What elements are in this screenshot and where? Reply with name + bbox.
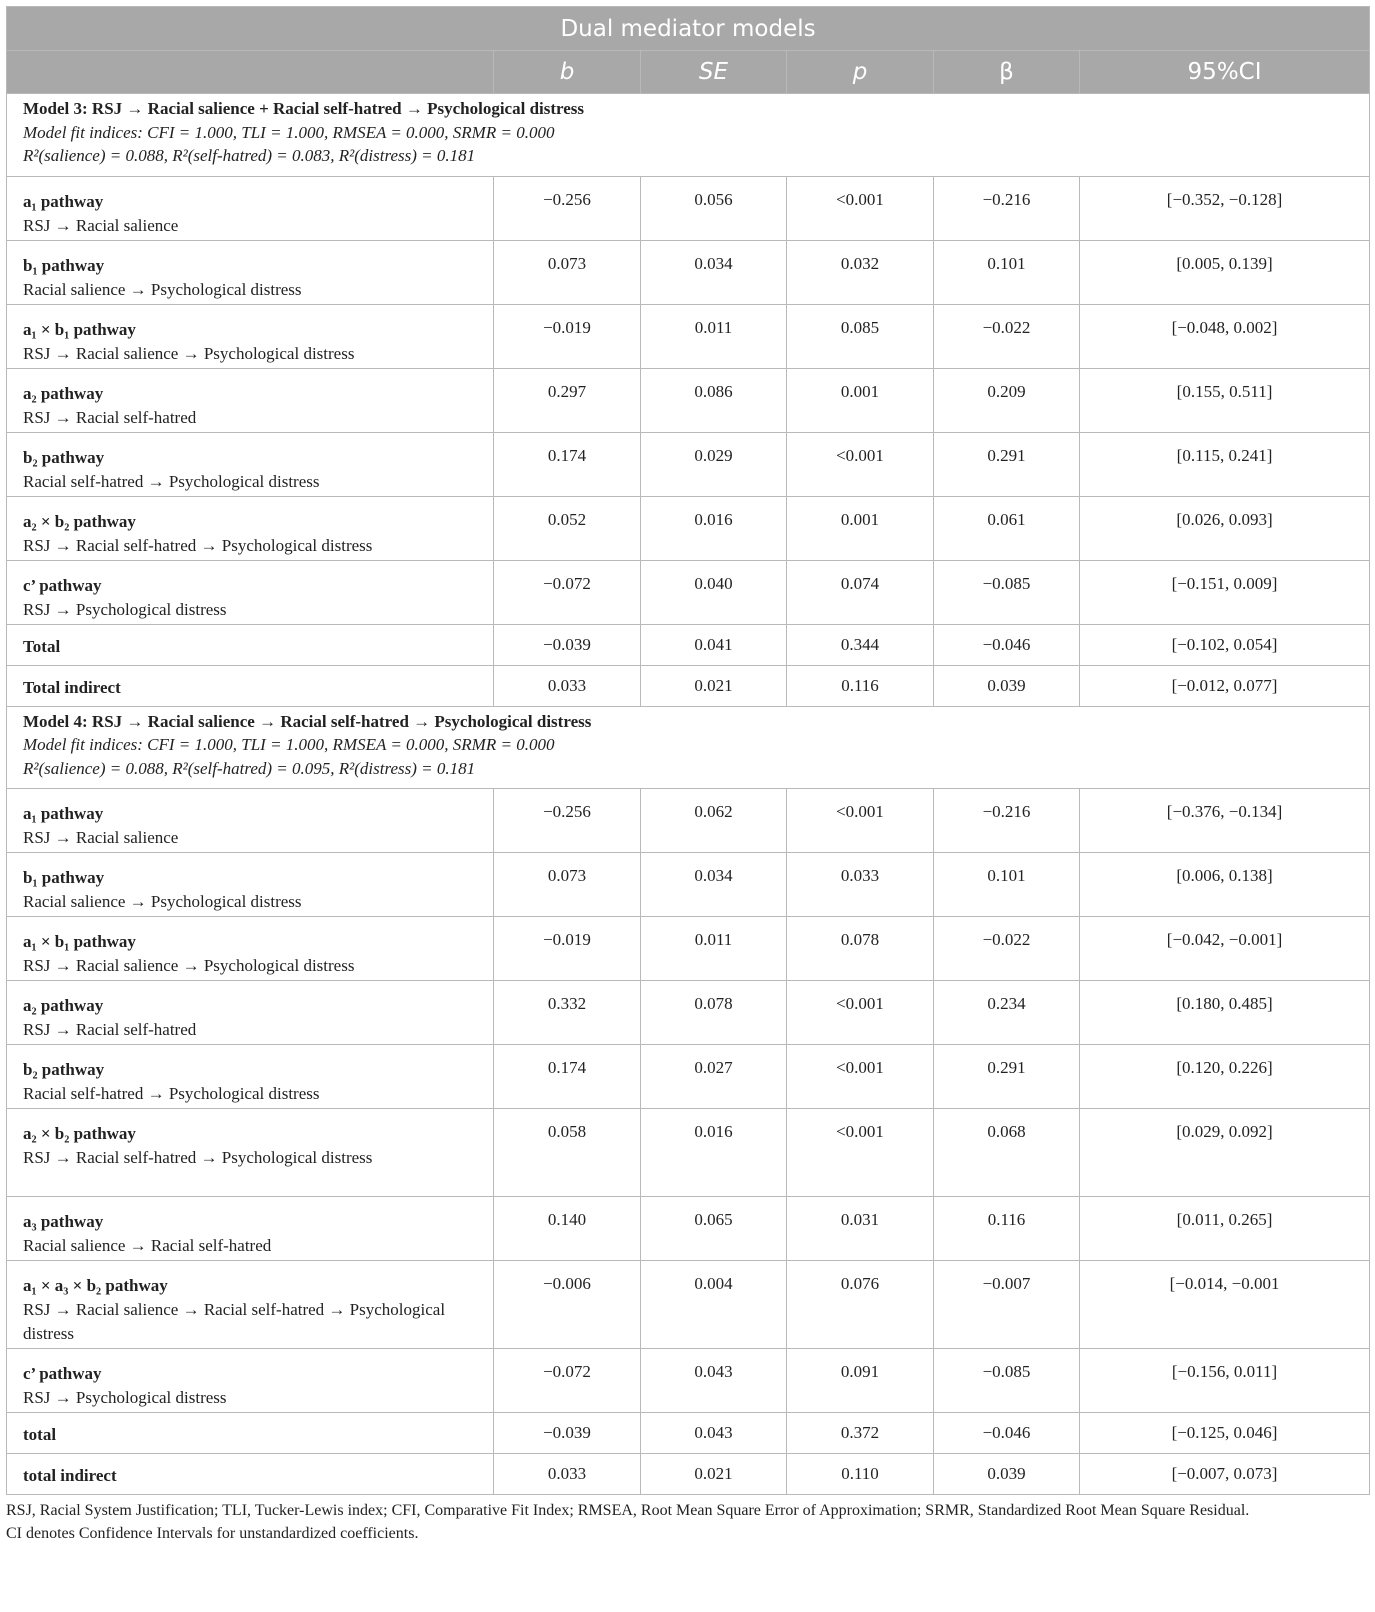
value-se: 0.021	[641, 665, 787, 706]
row-label-cell	[7, 981, 494, 1045]
value-ci: [−0.102, 0.054]	[1080, 624, 1370, 665]
value-p: 0.116	[787, 665, 934, 706]
row-label-cell	[7, 917, 494, 981]
pathway-label: total indirect	[23, 1466, 117, 1485]
value-se: 0.056	[641, 176, 787, 240]
value-b: −0.019	[494, 917, 641, 981]
row-label-cell	[7, 1261, 494, 1349]
value-beta: 0.061	[934, 496, 1080, 560]
value-ci: [−0.156, 0.011]	[1080, 1349, 1370, 1413]
row-label-cell	[7, 1454, 494, 1495]
value-se: 0.011	[641, 917, 787, 981]
value-se: 0.004	[641, 1261, 787, 1349]
pathway-description: RSJ → Racial salience	[23, 828, 179, 847]
value-beta: 0.039	[934, 1454, 1080, 1495]
pathway-description: RSJ → Racial self-hatred → Psychological distress	[23, 535, 373, 555]
value-b: 0.033	[494, 665, 641, 706]
pathway-label: a₂ pathway	[23, 383, 104, 403]
row-label-cell	[7, 368, 494, 432]
table-row	[7, 789, 1370, 853]
value-beta: 0.101	[934, 853, 1080, 917]
pathway-label: a₃ pathway	[23, 1212, 104, 1231]
table-row	[7, 496, 1370, 560]
model-r-squared: R²(salience) = 0.088, R²(self-hatred) = 0.095, R²(distress) = 0.181	[23, 758, 476, 778]
model-r-squared: R²(salience) = 0.088, R²(self-hatred) = 0.083, R²(distress) = 0.181	[23, 146, 476, 165]
value-beta: −0.022	[934, 917, 1080, 981]
value-p: <0.001	[787, 1045, 934, 1109]
row-label-cell	[7, 665, 494, 706]
value-se: 0.043	[641, 1413, 787, 1454]
table-title: Dual mediator models	[7, 7, 1370, 51]
table-row	[7, 981, 1370, 1045]
value-beta: 0.291	[934, 432, 1080, 496]
table-row	[7, 853, 1370, 917]
pathway-description: RSJ → Racial salience → Psychological distress	[23, 956, 355, 975]
row-label-cell	[7, 1109, 494, 1197]
row-label-cell	[7, 240, 494, 304]
value-beta: 0.039	[934, 665, 1080, 706]
value-ci: [−0.376, −0.134]	[1080, 789, 1370, 853]
pathway-label: a₂ × b₂ pathway	[23, 1124, 136, 1143]
table-container	[6, 6, 1369, 1545]
value-ci: [−0.048, 0.002]	[1080, 304, 1370, 368]
value-se: 0.016	[641, 1109, 787, 1197]
value-se: 0.034	[641, 853, 787, 917]
value-beta: −0.046	[934, 624, 1080, 665]
table-footnotes	[6, 1499, 1369, 1545]
value-p: 0.085	[787, 304, 934, 368]
model-header-cell	[7, 94, 1370, 177]
value-se: 0.041	[641, 624, 787, 665]
value-ci: [−0.014, −0.001	[1080, 1261, 1370, 1349]
pathway-label: a₁ × b₁ pathway	[23, 932, 136, 951]
value-p: 0.076	[787, 1261, 934, 1349]
model-fit-indices: Model fit indices: CFI = 1.000, TLI = 1.000, RMSEA = 0.000, SRMR = 0.000	[23, 735, 555, 754]
row-label-cell	[7, 789, 494, 853]
row-label-cell	[7, 1197, 494, 1261]
value-ci: [0.026, 0.093]	[1080, 496, 1370, 560]
value-p: 0.001	[787, 368, 934, 432]
value-b: 0.297	[494, 368, 641, 432]
value-ci: [−0.012, 0.077]	[1080, 665, 1370, 706]
value-beta: −0.085	[934, 1349, 1080, 1413]
value-beta: 0.234	[934, 981, 1080, 1045]
pathway-description: Racial salience → Psychological distress	[23, 279, 302, 299]
table-row	[7, 665, 1370, 706]
table-row	[7, 624, 1370, 665]
table-row	[7, 560, 1370, 624]
value-p: 0.031	[787, 1197, 934, 1261]
value-p: 0.032	[787, 240, 934, 304]
value-ci: [0.180, 0.485]	[1080, 981, 1370, 1045]
pathway-label: a₂ × b₂ pathway	[23, 511, 136, 531]
value-p: 0.001	[787, 496, 934, 560]
pathway-description: Racial self-hatred → Psychological distress	[23, 471, 320, 491]
value-se: 0.078	[641, 981, 787, 1045]
value-se: 0.027	[641, 1045, 787, 1109]
pathway-label: b₁ pathway	[23, 255, 105, 275]
pathway-description: Racial self-hatred → Psychological distress	[23, 1084, 320, 1103]
results-table	[6, 6, 1370, 1495]
model-header-cell	[7, 706, 1370, 789]
pathway-label: c’ pathway	[23, 1364, 102, 1383]
pathway-description: Racial salience → Racial self-hatred	[23, 1236, 272, 1255]
value-b: −0.019	[494, 304, 641, 368]
pathway-label: a₁ × a₃ × b₂ pathway	[23, 1276, 168, 1295]
column-header-beta: β	[934, 51, 1080, 94]
value-se: 0.034	[641, 240, 787, 304]
row-label-cell	[7, 304, 494, 368]
value-p: <0.001	[787, 981, 934, 1045]
pathway-description: RSJ → Racial salience	[23, 215, 179, 235]
value-beta: 0.101	[934, 240, 1080, 304]
value-b: −0.072	[494, 1349, 641, 1413]
pathway-description: RSJ → Psychological distress	[23, 1388, 227, 1407]
value-b: 0.058	[494, 1109, 641, 1197]
value-beta: −0.085	[934, 560, 1080, 624]
table-title-row	[7, 7, 1370, 51]
value-se: 0.043	[641, 1349, 787, 1413]
row-label-cell	[7, 853, 494, 917]
pathway-description: RSJ → Psychological distress	[23, 599, 227, 619]
table-row	[7, 1261, 1370, 1349]
value-beta: 0.068	[934, 1109, 1080, 1197]
value-ci: [−0.125, 0.046]	[1080, 1413, 1370, 1454]
pathway-label: b₂ pathway	[23, 1060, 105, 1079]
pathway-label: b₁ pathway	[23, 868, 105, 887]
value-b: 0.140	[494, 1197, 641, 1261]
value-ci: [0.011, 0.265]	[1080, 1197, 1370, 1261]
row-label-cell	[7, 432, 494, 496]
value-b: 0.052	[494, 496, 641, 560]
footnote-ci: CI denotes Confidence Intervals for unstandardized coefficients.	[6, 1525, 419, 1542]
pathway-label: total	[23, 1425, 57, 1444]
value-p: 0.091	[787, 1349, 934, 1413]
row-label-cell	[7, 1349, 494, 1413]
table-row	[7, 1349, 1370, 1413]
value-se: 0.062	[641, 789, 787, 853]
value-b: −0.256	[494, 176, 641, 240]
value-b: −0.256	[494, 789, 641, 853]
value-b: 0.073	[494, 240, 641, 304]
pathway-description: RSJ → Racial self-hatred	[23, 1020, 197, 1039]
pathway-label: a₁ pathway	[23, 804, 104, 823]
value-beta: 0.116	[934, 1197, 1080, 1261]
value-ci: [−0.352, −0.128]	[1080, 176, 1370, 240]
value-ci: [0.006, 0.138]	[1080, 853, 1370, 917]
value-se: 0.029	[641, 432, 787, 496]
model-title: Model 3: RSJ → Racial salience + Racial self-hatred → Psychological distress	[23, 99, 585, 118]
row-label-cell	[7, 560, 494, 624]
value-beta: −0.007	[934, 1261, 1080, 1349]
pathway-label: b₂ pathway	[23, 447, 105, 467]
column-header-ci: 95%CI	[1080, 51, 1370, 94]
pathway-label: a₁ pathway	[23, 191, 104, 211]
value-b: −0.072	[494, 560, 641, 624]
value-se: 0.086	[641, 368, 787, 432]
value-p: 0.372	[787, 1413, 934, 1454]
row-label-cell	[7, 1045, 494, 1109]
pathway-label: c’ pathway	[23, 575, 102, 595]
value-beta: 0.209	[934, 368, 1080, 432]
row-label-cell	[7, 1413, 494, 1454]
footnote-abbreviations: RSJ, Racial System Justification; TLI, Tucker-Lewis index; CFI, Comparative Fit Index; RMSEA, Root Mean Square Error of Approximation; SRMR, Standardized Root Mean Square Residual.	[6, 1502, 1250, 1519]
value-ci: [−0.007, 0.073]	[1080, 1454, 1370, 1495]
pathway-description: RSJ → Racial self-hatred → Psychological distress	[23, 1148, 373, 1167]
value-beta: −0.216	[934, 176, 1080, 240]
value-beta: 0.291	[934, 1045, 1080, 1109]
value-beta: −0.046	[934, 1413, 1080, 1454]
table-row	[7, 432, 1370, 496]
value-ci: [0.120, 0.226]	[1080, 1045, 1370, 1109]
value-p: <0.001	[787, 432, 934, 496]
value-se: 0.065	[641, 1197, 787, 1261]
row-label-cell	[7, 624, 494, 665]
value-ci: [−0.151, 0.009]	[1080, 560, 1370, 624]
pathway-label: a₂ pathway	[23, 996, 104, 1015]
column-header-p: p	[787, 51, 934, 94]
value-p: 0.344	[787, 624, 934, 665]
table-row	[7, 1197, 1370, 1261]
value-b: 0.073	[494, 853, 641, 917]
model-header-row	[7, 94, 1370, 177]
table-row	[7, 917, 1370, 981]
value-se: 0.040	[641, 560, 787, 624]
pathway-description: Racial salience → Psychological distress	[23, 892, 302, 911]
value-p: <0.001	[787, 176, 934, 240]
value-beta: −0.022	[934, 304, 1080, 368]
table-row	[7, 304, 1370, 368]
value-b: 0.033	[494, 1454, 641, 1495]
column-header-label	[7, 51, 494, 94]
value-ci: [−0.042, −0.001]	[1080, 917, 1370, 981]
value-b: 0.332	[494, 981, 641, 1045]
model-title: Model 4: RSJ → Racial salience → Racial self-hatred → Psychological distress	[23, 711, 592, 731]
table-row	[7, 1413, 1370, 1454]
pathway-description: RSJ → Racial salience → Psychological distress	[23, 343, 355, 363]
pathway-description: RSJ → Racial self-hatred	[23, 407, 197, 427]
value-b: 0.174	[494, 1045, 641, 1109]
value-ci: [0.115, 0.241]	[1080, 432, 1370, 496]
table-row	[7, 240, 1370, 304]
value-p: <0.001	[787, 789, 934, 853]
row-label-cell	[7, 176, 494, 240]
value-se: 0.021	[641, 1454, 787, 1495]
value-b: −0.039	[494, 1413, 641, 1454]
value-b: −0.039	[494, 624, 641, 665]
value-p: 0.078	[787, 917, 934, 981]
value-ci: [0.029, 0.092]	[1080, 1109, 1370, 1197]
model-header-row	[7, 706, 1370, 789]
column-header-b: b	[494, 51, 641, 94]
value-p: 0.110	[787, 1454, 934, 1495]
pathway-description: RSJ → Racial salience → Racial self-hatred → Psychological distress	[23, 1300, 446, 1343]
model-fit-indices: Model fit indices: CFI = 1.000, TLI = 1.000, RMSEA = 0.000, SRMR = 0.000	[23, 122, 555, 142]
value-p: 0.074	[787, 560, 934, 624]
value-beta: −0.216	[934, 789, 1080, 853]
value-b: 0.174	[494, 432, 641, 496]
value-se: 0.016	[641, 496, 787, 560]
pathway-label: Total	[23, 636, 61, 656]
value-b: −0.006	[494, 1261, 641, 1349]
value-ci: [0.005, 0.139]	[1080, 240, 1370, 304]
table-row	[7, 1045, 1370, 1109]
table-row	[7, 1109, 1370, 1197]
column-header-se: SE	[641, 51, 787, 94]
pathway-label: Total indirect	[23, 677, 121, 697]
table-row	[7, 368, 1370, 432]
value-p: <0.001	[787, 1109, 934, 1197]
row-label-cell	[7, 496, 494, 560]
table-row	[7, 1454, 1370, 1495]
pathway-label: a₁ × b₁ pathway	[23, 319, 136, 339]
table-row	[7, 176, 1370, 240]
value-ci: [0.155, 0.511]	[1080, 368, 1370, 432]
column-header-row	[7, 51, 1370, 94]
value-se: 0.011	[641, 304, 787, 368]
value-p: 0.033	[787, 853, 934, 917]
